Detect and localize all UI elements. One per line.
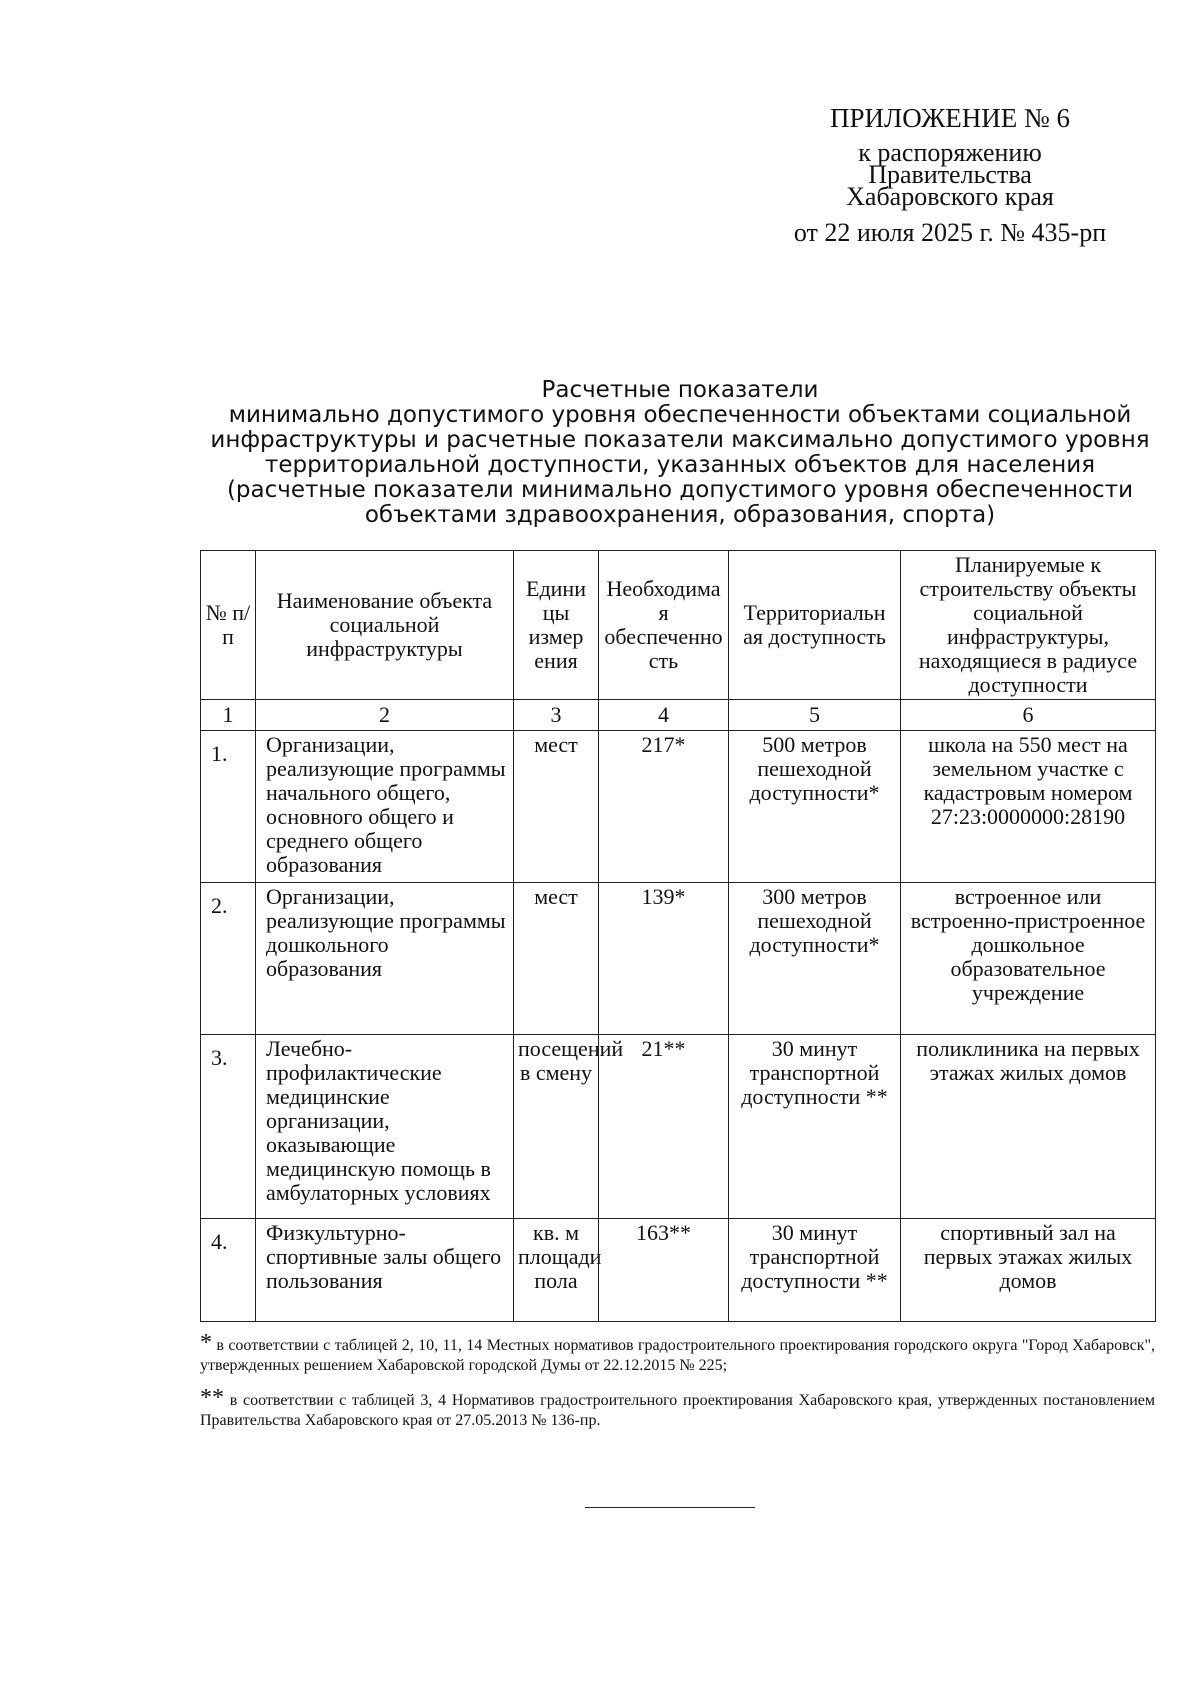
appendix-line: Хабаровского края <box>846 182 1054 211</box>
required-provision: 139* <box>599 883 729 1035</box>
document-title <box>200 378 1160 528</box>
footnotes <box>200 1330 1156 1443</box>
column-number: 5 <box>729 700 901 731</box>
title-line: территориальной доступности, указанных объектов для населения <box>264 452 1096 478</box>
indicators-table <box>200 550 1156 1322</box>
header-cell: Необходима я обеспеченно сть <box>599 551 729 700</box>
object-name: Организации, реализующие программы дошкольного образования <box>256 883 514 1035</box>
unit: кв. м площади пола <box>514 1219 599 1322</box>
appendix-block <box>760 102 1140 248</box>
table-header-row <box>201 551 1156 700</box>
end-divider <box>585 1507 755 1508</box>
table-row <box>201 731 1156 883</box>
title-line: Расчетные показатели <box>541 377 819 403</box>
planned-objects: школа на 550 мест на земельном участке с кадастровым номером 27:23:0000000:28190 <box>901 731 1156 883</box>
unit: посещений в смену <box>514 1035 599 1219</box>
appendix-date: от 22 июля 2025 г. № 435-рп <box>793 218 1107 247</box>
required-provision: 163** <box>599 1219 729 1322</box>
footnote-mark: * <box>200 1330 212 1356</box>
title-line: (расчетные показатели минимально допустимого уровня обеспеченности <box>226 477 1134 503</box>
header-cell: № п/п <box>201 551 256 700</box>
row-number: 1. <box>201 731 256 883</box>
planned-objects: спортивный зал на первых этажах жилых домов <box>901 1219 1156 1322</box>
footnote <box>200 1330 1156 1376</box>
footnote-text: в соответствии с таблицей 3, 4 Нормативов градостроительного проектирования Хабаровского края, утвержденных постановлением Правительства Хабаровского края от 27.05.2013 № 136-пр. <box>200 1392 1155 1429</box>
table-row <box>201 1219 1156 1322</box>
footnote-mark: ** <box>200 1385 224 1411</box>
title-line: минимально допустимого уровня обеспеченности объектами социальной <box>228 402 1132 428</box>
territorial-access: 300 метров пешеходной доступности* <box>729 883 901 1035</box>
object-name: Физкультурно-спортивные залы общего пользования <box>256 1219 514 1322</box>
appendix-line: к распоряжению <box>858 138 1042 167</box>
table-row <box>201 883 1156 1035</box>
required-provision: 21** <box>599 1035 729 1219</box>
header-cell: Наименование объекта социальной инфраструктуры <box>256 551 514 700</box>
title-line: объектами здравоохранения, образования, спорта) <box>364 502 996 528</box>
territorial-access: 30 минут транспортной доступности ** <box>729 1219 901 1322</box>
header-cell: Едини цы измер ения <box>514 551 599 700</box>
unit: мест <box>514 731 599 883</box>
planned-objects: встроенное или встроенно-пристроенное дошкольное образовательное учреждение <box>901 883 1156 1035</box>
column-number: 4 <box>599 700 729 731</box>
column-number: 1 <box>201 700 256 731</box>
row-number: 2. <box>201 883 256 1035</box>
appendix-line: Правительства <box>868 160 1032 189</box>
column-number: 6 <box>901 700 1156 731</box>
planned-objects: поликлиника на первых этажах жилых домов <box>901 1035 1156 1219</box>
row-number: 3. <box>201 1035 256 1219</box>
footnote <box>200 1385 1155 1431</box>
unit: мест <box>514 883 599 1035</box>
object-name: Лечебно-профилактические медицинские организации, оказывающие медицинскую помощь в амбулаторных условиях <box>256 1035 514 1219</box>
object-name: Организации, реализующие программы начального общего, основного общего и среднего общего образования <box>256 731 514 883</box>
column-number: 2 <box>256 700 514 731</box>
footnote-text: в соответствии с таблицей 2, 10, 11, 14 Местных нормативов градостроительного проектирования городского округа "Город Хабаровск", утвержденных решением Хабаровской городской Думы от 22.12.2015 № 225; <box>200 1337 1156 1374</box>
appendix-heading: ПРИЛОЖЕНИЕ № 6 <box>829 103 1071 133</box>
territorial-access: 500 метров пешеходной доступности* <box>729 731 901 883</box>
title-line: инфраструктуры и расчетные показатели максимально допустимого уровня <box>210 427 1150 453</box>
row-number: 4. <box>201 1219 256 1322</box>
column-number: 3 <box>514 700 599 731</box>
header-cell: Территориальн ая доступность <box>729 551 901 700</box>
territorial-access: 30 минут транспортной доступности ** <box>729 1035 901 1219</box>
table-row <box>201 1035 1156 1219</box>
header-cell: Планируемые к строительству объекты социальной инфраструктуры, находящиеся в радиусе доступности <box>901 551 1156 700</box>
column-number-row <box>201 700 1156 731</box>
required-provision: 217* <box>599 731 729 883</box>
